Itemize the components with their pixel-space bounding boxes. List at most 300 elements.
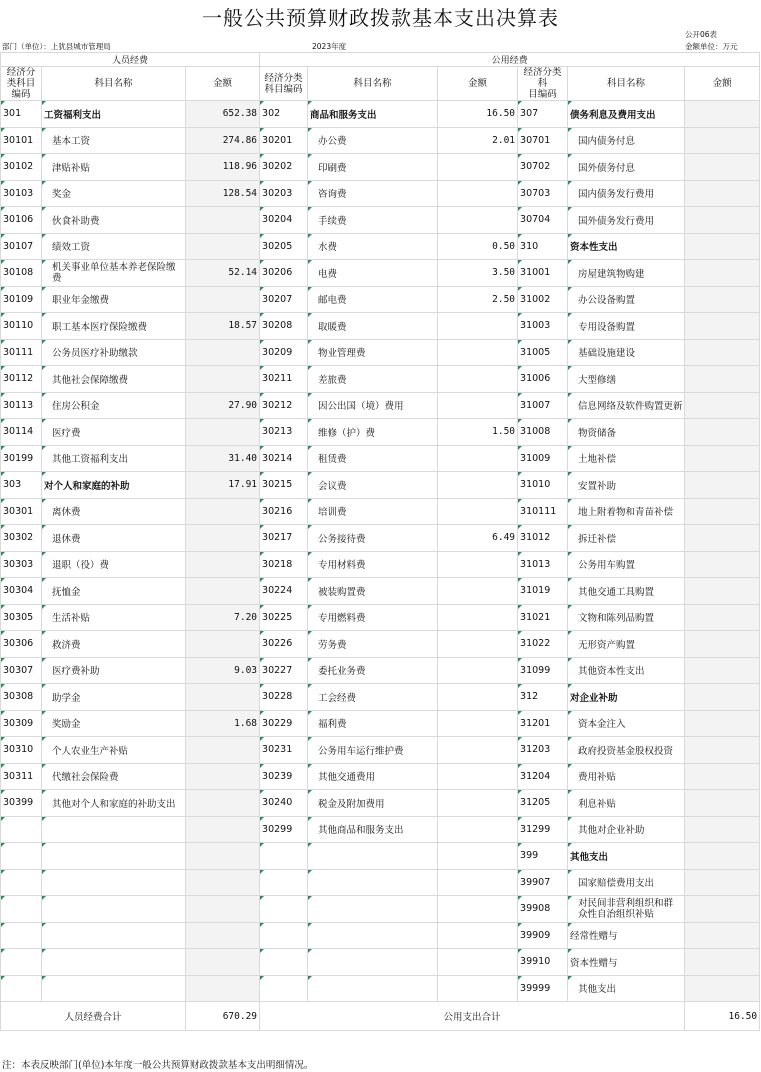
amount-cell <box>438 154 518 181</box>
amount-cell: 9.03 <box>186 657 260 684</box>
subject-code-cell: 30111 <box>1 339 42 366</box>
subject-name-cell: 拆迁补偿 <box>568 525 685 552</box>
subject-code-cell: 30227 <box>260 657 308 684</box>
subject-name-cell: 退职（役）费 <box>42 551 186 578</box>
table-row <box>1 525 760 552</box>
subject-code-cell: 31009 <box>518 445 568 472</box>
subject-name-cell <box>42 869 186 896</box>
header-code: 经济分类科目编码 <box>260 67 308 101</box>
subject-code-cell: 30106 <box>1 207 42 234</box>
subject-code-cell: 30308 <box>1 684 42 711</box>
subject-name-cell: 信息网络及软件购置更新 <box>568 392 685 419</box>
subject-code-cell <box>1 843 42 870</box>
subject-code-cell: 30701 <box>518 127 568 154</box>
subject-code-cell: 30209 <box>260 339 308 366</box>
table-row <box>1 763 760 790</box>
subject-code-cell: 31008 <box>518 419 568 446</box>
unit-label: 金额单位：万元 <box>685 42 738 51</box>
subject-code-cell: 30218 <box>260 551 308 578</box>
table-row <box>1 498 760 525</box>
amount-cell: 274.86 <box>186 127 260 154</box>
amount-cell <box>186 207 260 234</box>
header-amount: 金额 <box>438 67 518 101</box>
amount-cell <box>186 869 260 896</box>
subject-name-cell: 商品和服务支出 <box>308 101 438 128</box>
subject-name-cell: 其他交通费用 <box>308 763 438 790</box>
subject-name-cell: 医疗费 <box>42 419 186 446</box>
table-row <box>1 631 760 658</box>
subject-code-cell: 30309 <box>1 710 42 737</box>
subject-name-cell: 伙食补助费 <box>42 207 186 234</box>
amount-cell <box>438 498 518 525</box>
amount-cell <box>685 207 760 234</box>
subject-code-cell <box>1 949 42 976</box>
amount-cell <box>685 339 760 366</box>
subject-name-cell: 国内债务付息 <box>568 127 685 154</box>
subject-code-cell: 31203 <box>518 737 568 764</box>
amount-cell <box>186 975 260 1002</box>
amount-cell <box>685 313 760 340</box>
amount-cell <box>438 180 518 207</box>
subject-name-cell: 其他对个人和家庭的补助支出 <box>42 790 186 817</box>
public-total-label: 公用支出合计 <box>260 1002 685 1031</box>
subject-code-cell: 30103 <box>1 180 42 207</box>
subject-name-cell: 资本性赠与 <box>568 949 685 976</box>
amount-cell <box>685 286 760 313</box>
subject-name-cell <box>42 843 186 870</box>
subject-name-cell: 无形资产购置 <box>568 631 685 658</box>
subject-code-cell: 31205 <box>518 790 568 817</box>
subject-code-cell <box>1 922 42 949</box>
table-row <box>1 896 760 923</box>
header-name: 科目名称 <box>42 67 186 101</box>
subject-code-cell: 30113 <box>1 392 42 419</box>
amount-cell <box>186 233 260 260</box>
group-personnel-header: 人员经费 <box>1 53 260 67</box>
subject-code-cell: 30302 <box>1 525 42 552</box>
subject-code-cell: 30305 <box>1 604 42 631</box>
subject-code-cell: 301 <box>1 101 42 128</box>
subject-name-cell: 国外债务发行费用 <box>568 207 685 234</box>
subject-code-cell: 31005 <box>518 339 568 366</box>
subject-name-cell: 地上附着物和青苗补偿 <box>568 498 685 525</box>
subject-code-cell: 30702 <box>518 154 568 181</box>
subject-name-cell: 国外债务付息 <box>568 154 685 181</box>
subject-name-cell: 退休费 <box>42 525 186 552</box>
amount-cell <box>685 843 760 870</box>
amount-cell <box>438 366 518 393</box>
subject-code-cell: 30101 <box>1 127 42 154</box>
subject-name-cell: 对个人和家庭的补助 <box>42 472 186 499</box>
table-row <box>1 101 760 128</box>
subject-code-cell: 30201 <box>260 127 308 154</box>
table-row <box>1 366 760 393</box>
subject-code-cell: 31007 <box>518 392 568 419</box>
subject-code-cell <box>260 949 308 976</box>
amount-cell <box>685 922 760 949</box>
amount-cell <box>438 207 518 234</box>
amount-cell <box>186 763 260 790</box>
table-row <box>1 339 760 366</box>
subject-code-cell <box>260 922 308 949</box>
table-row <box>1 710 760 737</box>
table-row <box>1 790 760 817</box>
subject-name-cell <box>42 896 186 923</box>
subject-code-cell: 30306 <box>1 631 42 658</box>
subject-name-cell <box>42 949 186 976</box>
subject-name-cell: 奖金 <box>42 180 186 207</box>
table-row <box>1 313 760 340</box>
subject-code-cell: 30226 <box>260 631 308 658</box>
subject-code-cell: 303 <box>1 472 42 499</box>
subject-code-cell <box>1 816 42 843</box>
amount-cell <box>438 684 518 711</box>
header-code: 经济分类科 目编码 <box>518 67 568 101</box>
amount-cell <box>685 604 760 631</box>
subject-name-cell: 国家赔偿费用支出 <box>568 869 685 896</box>
amount-cell <box>438 472 518 499</box>
amount-cell <box>186 949 260 976</box>
subject-code-cell: 30217 <box>260 525 308 552</box>
amount-cell <box>685 790 760 817</box>
subject-code-cell: 31012 <box>518 525 568 552</box>
amount-cell <box>186 551 260 578</box>
amount-cell <box>438 710 518 737</box>
subject-code-cell: 30199 <box>1 445 42 472</box>
subject-name-cell: 资本金注入 <box>568 710 685 737</box>
subject-name-cell: 其他对企业补助 <box>568 816 685 843</box>
subject-code-cell: 30108 <box>1 260 42 287</box>
amount-cell: 118.96 <box>186 154 260 181</box>
amount-cell <box>438 975 518 1002</box>
subject-code-cell: 31299 <box>518 816 568 843</box>
subject-name-cell: 机关事业单位基本养老保险缴费 <box>42 260 186 287</box>
amount-cell <box>186 419 260 446</box>
amount-cell <box>685 710 760 737</box>
amount-cell <box>438 313 518 340</box>
subject-code-cell: 30203 <box>260 180 308 207</box>
subject-code-cell: 30704 <box>518 207 568 234</box>
subject-name-cell: 文物和陈列品购置 <box>568 604 685 631</box>
amount-cell <box>685 127 760 154</box>
subject-name-cell: 安置补助 <box>568 472 685 499</box>
subject-code-cell <box>1 869 42 896</box>
amount-cell <box>685 260 760 287</box>
subject-code-cell: 30239 <box>260 763 308 790</box>
amount-cell <box>438 631 518 658</box>
subject-name-cell: 经常性赠与 <box>568 922 685 949</box>
amount-cell <box>186 525 260 552</box>
subject-code-cell: 30213 <box>260 419 308 446</box>
subject-name-cell: 职工基本医疗保险缴费 <box>42 313 186 340</box>
amount-cell: 1.50 <box>438 419 518 446</box>
amount-cell <box>186 816 260 843</box>
subject-name-cell: 救济费 <box>42 631 186 658</box>
subject-name-cell: 物资储备 <box>568 419 685 446</box>
amount-cell <box>685 498 760 525</box>
subject-name-cell: 住房公积金 <box>42 392 186 419</box>
subject-name-cell: 绩效工资 <box>42 233 186 260</box>
subject-name-cell: 利息补贴 <box>568 790 685 817</box>
subject-code-cell: 30112 <box>1 366 42 393</box>
subject-name-cell: 公务员医疗补助缴款 <box>42 339 186 366</box>
subject-name-cell: 培训费 <box>308 498 438 525</box>
amount-cell <box>186 922 260 949</box>
subject-name-cell <box>308 843 438 870</box>
table-row <box>1 869 760 896</box>
subject-name-cell: 被装购置费 <box>308 578 438 605</box>
table-row <box>1 975 760 1002</box>
amount-cell <box>685 737 760 764</box>
subject-code-cell: 30303 <box>1 551 42 578</box>
subject-name-cell: 其他支出 <box>568 975 685 1002</box>
subject-name-cell: 水费 <box>308 233 438 260</box>
amount-cell: 18.57 <box>186 313 260 340</box>
subject-code-cell: 310111 <box>518 498 568 525</box>
table-row <box>1 684 760 711</box>
subject-code-cell: 31010 <box>518 472 568 499</box>
table-row <box>1 551 760 578</box>
subject-code-cell: 30240 <box>260 790 308 817</box>
subject-code-cell: 31201 <box>518 710 568 737</box>
subject-name-cell <box>308 922 438 949</box>
subject-name-cell: 对民间非营利组织和群众性自治组织补贴 <box>568 896 685 923</box>
subject-code-cell: 30110 <box>1 313 42 340</box>
subject-code-cell: 312 <box>518 684 568 711</box>
subject-name-cell: 物业管理费 <box>308 339 438 366</box>
amount-cell <box>685 551 760 578</box>
amount-cell <box>685 816 760 843</box>
subject-name-cell: 专用材料费 <box>308 551 438 578</box>
subject-code-cell: 31019 <box>518 578 568 605</box>
table-row <box>1 392 760 419</box>
amount-cell <box>186 737 260 764</box>
amount-cell <box>186 684 260 711</box>
table-row <box>1 657 760 684</box>
subject-code-cell: 31002 <box>518 286 568 313</box>
subject-code-cell: 30114 <box>1 419 42 446</box>
subject-name-cell: 大型修缮 <box>568 366 685 393</box>
subject-name-cell: 专用设备购置 <box>568 313 685 340</box>
subject-name-cell: 津贴补贴 <box>42 154 186 181</box>
amount-cell <box>186 366 260 393</box>
group-public-header: 公用经费 <box>260 53 760 67</box>
amount-cell: 2.50 <box>438 286 518 313</box>
amount-cell <box>186 790 260 817</box>
table-row <box>1 445 760 472</box>
subject-name-cell: 其他交通工具购置 <box>568 578 685 605</box>
subject-name-cell: 办公设备购置 <box>568 286 685 313</box>
amount-cell <box>438 737 518 764</box>
table-row <box>1 604 760 631</box>
amount-cell: 31.40 <box>186 445 260 472</box>
table-row <box>1 578 760 605</box>
amount-cell <box>438 551 518 578</box>
table-row <box>1 816 760 843</box>
subject-name-cell: 费用补贴 <box>568 763 685 790</box>
subject-code-cell <box>260 843 308 870</box>
subject-code-cell: 30228 <box>260 684 308 711</box>
amount-cell: 0.50 <box>438 233 518 260</box>
subject-name-cell: 国内债务发行费用 <box>568 180 685 207</box>
amount-cell <box>685 949 760 976</box>
subject-name-cell: 代缴社会保险费 <box>42 763 186 790</box>
subject-code-cell: 302 <box>260 101 308 128</box>
subject-name-cell: 手续费 <box>308 207 438 234</box>
public-total-value: 16.50 <box>685 1002 760 1031</box>
subject-name-cell: 办公费 <box>308 127 438 154</box>
subject-name-cell: 工资福利支出 <box>42 101 186 128</box>
subject-name-cell: 租赁费 <box>308 445 438 472</box>
subject-code-cell <box>1 896 42 923</box>
subject-name-cell: 印刷费 <box>308 154 438 181</box>
subject-name-cell: 生活补贴 <box>42 604 186 631</box>
amount-cell <box>438 578 518 605</box>
subject-name-cell: 其他支出 <box>568 843 685 870</box>
subject-code-cell: 39999 <box>518 975 568 1002</box>
subject-code-cell: 30231 <box>260 737 308 764</box>
amount-cell <box>438 604 518 631</box>
subject-code-cell: 307 <box>518 101 568 128</box>
header-amount: 金额 <box>186 67 260 101</box>
amount-cell: 128.54 <box>186 180 260 207</box>
personnel-total-value: 670.29 <box>186 1002 260 1031</box>
subject-code-cell: 30206 <box>260 260 308 287</box>
subject-code-cell: 31099 <box>518 657 568 684</box>
subject-name-cell: 税金及附加费用 <box>308 790 438 817</box>
subject-code-cell: 30109 <box>1 286 42 313</box>
subject-name-cell: 其他商品和服务支出 <box>308 816 438 843</box>
amount-cell <box>685 233 760 260</box>
amount-cell <box>186 578 260 605</box>
form-number: 公开06表 <box>685 30 718 39</box>
subject-name-cell <box>308 949 438 976</box>
amount-cell: 52.14 <box>186 260 260 287</box>
subject-name-cell: 资本性支出 <box>568 233 685 260</box>
table-row <box>1 922 760 949</box>
amount-cell <box>685 975 760 1002</box>
header-code: 经济分类科目编码 <box>1 67 42 101</box>
subject-code-cell: 30205 <box>260 233 308 260</box>
subject-name-cell: 个人农业生产补贴 <box>42 737 186 764</box>
table-row <box>1 260 760 287</box>
expenditure-table <box>0 52 760 1031</box>
amount-cell <box>438 816 518 843</box>
amount-cell: 7.20 <box>186 604 260 631</box>
subject-name-cell: 电费 <box>308 260 438 287</box>
subject-name-cell <box>42 975 186 1002</box>
subject-name-cell: 因公出国（境）费用 <box>308 392 438 419</box>
subject-code-cell: 30107 <box>1 233 42 260</box>
subject-code-cell: 399 <box>518 843 568 870</box>
subject-code-cell: 31001 <box>518 260 568 287</box>
amount-cell: 2.01 <box>438 127 518 154</box>
subject-name-cell: 委托业务费 <box>308 657 438 684</box>
amount-cell <box>186 498 260 525</box>
table-row <box>1 127 760 154</box>
amount-cell <box>685 445 760 472</box>
footnote: 注：本表反映部门(单位)本年度一般公共预算财政拨款基本支出明细情况。 <box>2 1060 314 1071</box>
table-row <box>1 233 760 260</box>
amount-cell <box>438 949 518 976</box>
amount-cell <box>685 419 760 446</box>
subject-code-cell: 30225 <box>260 604 308 631</box>
amount-cell <box>186 843 260 870</box>
amount-cell: 652.38 <box>186 101 260 128</box>
subject-name-cell: 福利费 <box>308 710 438 737</box>
subject-code-cell: 30212 <box>260 392 308 419</box>
subject-name-cell: 医疗费补助 <box>42 657 186 684</box>
table-row <box>1 154 760 181</box>
table-row <box>1 737 760 764</box>
amount-cell <box>438 445 518 472</box>
amount-cell <box>438 657 518 684</box>
subject-code-cell: 31006 <box>518 366 568 393</box>
subject-name-cell: 其他资本性支出 <box>568 657 685 684</box>
subject-name-cell: 房屋建筑物购建 <box>568 260 685 287</box>
amount-cell <box>186 286 260 313</box>
subject-name-cell <box>308 975 438 1002</box>
table-row <box>1 472 760 499</box>
subject-name-cell: 其他工资福利支出 <box>42 445 186 472</box>
table-row <box>1 286 760 313</box>
subject-code-cell: 30224 <box>260 578 308 605</box>
subject-code-cell: 30208 <box>260 313 308 340</box>
subject-code-cell: 30229 <box>260 710 308 737</box>
subject-code-cell <box>260 896 308 923</box>
amount-cell <box>685 392 760 419</box>
amount-cell <box>685 763 760 790</box>
subject-name-cell: 公务用车购置 <box>568 551 685 578</box>
amount-cell <box>685 657 760 684</box>
subject-code-cell: 30301 <box>1 498 42 525</box>
table-row <box>1 949 760 976</box>
subject-code-cell: 31022 <box>518 631 568 658</box>
subject-code-cell: 30703 <box>518 180 568 207</box>
amount-cell <box>186 896 260 923</box>
subject-code-cell: 30299 <box>260 816 308 843</box>
subject-name-cell: 差旅费 <box>308 366 438 393</box>
subject-name-cell: 邮电费 <box>308 286 438 313</box>
subject-name-cell: 咨询费 <box>308 180 438 207</box>
header-name: 科目名称 <box>568 67 685 101</box>
subject-name-cell: 助学金 <box>42 684 186 711</box>
department-label: 部门（单位）：上犹县城市管理局 <box>2 42 111 51</box>
subject-name-cell: 专用燃料费 <box>308 604 438 631</box>
subject-name-cell: 劳务费 <box>308 631 438 658</box>
subject-name-cell: 债务利息及费用支出 <box>568 101 685 128</box>
subject-code-cell: 31021 <box>518 604 568 631</box>
amount-cell <box>685 101 760 128</box>
amount-cell <box>186 631 260 658</box>
subject-code-cell: 30399 <box>1 790 42 817</box>
subject-name-cell: 奖励金 <box>42 710 186 737</box>
subject-name-cell: 其他社会保障缴费 <box>42 366 186 393</box>
amount-cell: 16.50 <box>438 101 518 128</box>
subject-code-cell: 39908 <box>518 896 568 923</box>
subject-code-cell: 30214 <box>260 445 308 472</box>
amount-cell: 3.50 <box>438 260 518 287</box>
subject-name-cell <box>42 922 186 949</box>
subject-code-cell <box>1 975 42 1002</box>
subject-code-cell: 30215 <box>260 472 308 499</box>
subject-code-cell: 30307 <box>1 657 42 684</box>
amount-cell <box>438 843 518 870</box>
amount-cell <box>685 525 760 552</box>
amount-cell <box>438 922 518 949</box>
table-row <box>1 180 760 207</box>
subject-name-cell: 会议费 <box>308 472 438 499</box>
